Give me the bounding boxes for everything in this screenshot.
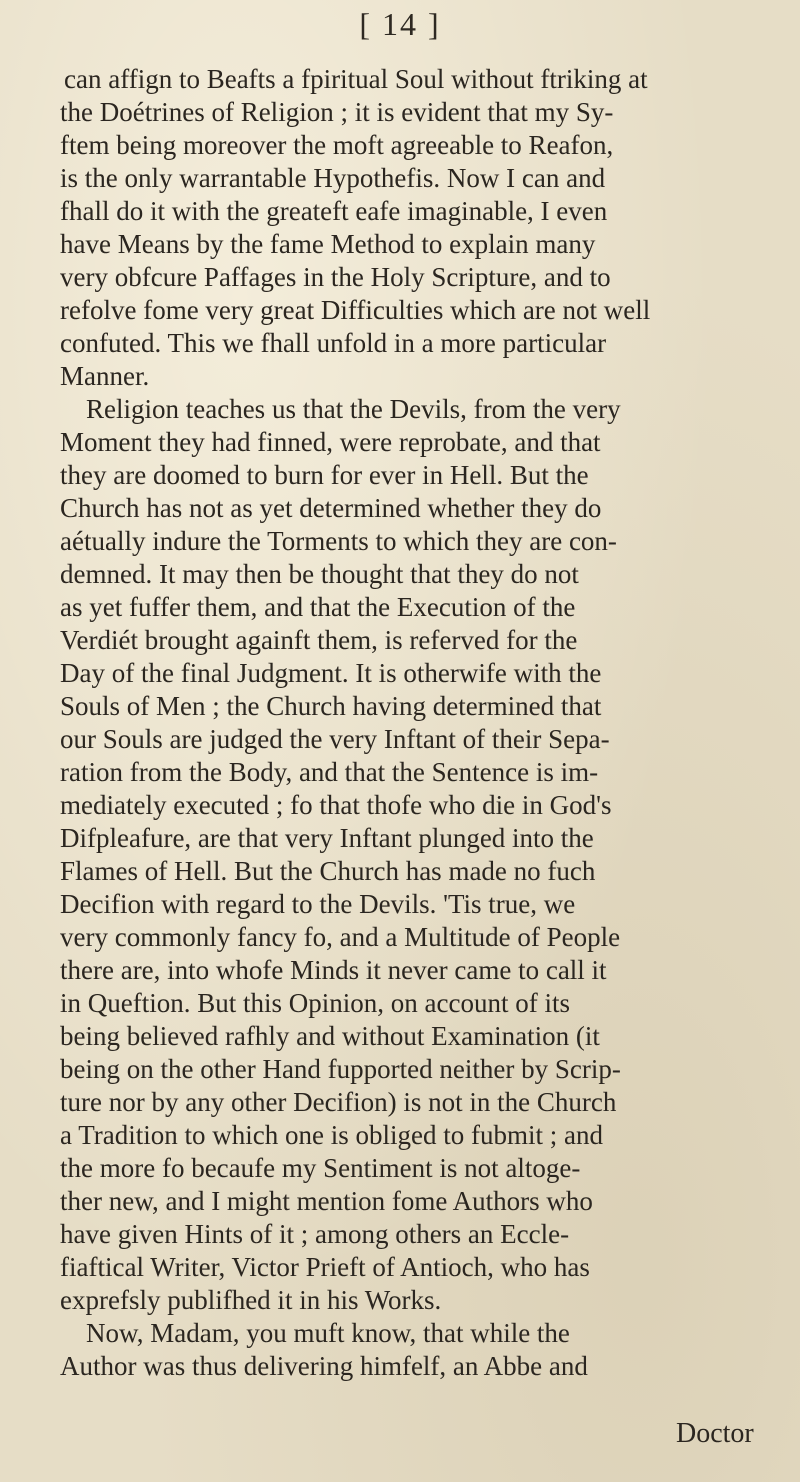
text-line: in Queftion. But this Opinion, on account of its [60, 988, 570, 1018]
text-line: Now, Madam, you muft know, that while the [86, 1318, 570, 1348]
text-line: our Souls are judged the very Inftant of their Sepa- [60, 724, 610, 754]
text-line: there are, into whofe Minds it never came to call it [60, 955, 607, 985]
text-line: Verdiét brought againft them, is referved for the [60, 625, 578, 655]
text-line: Difpleafure, are that very Inftant plunged into the [60, 823, 594, 853]
text-line: Church has not as yet determined whether they do [60, 493, 602, 523]
text-line: refolve fome very great Difficulties which are not well [60, 295, 651, 325]
text-line: ther new, and I might mention fome Authors who [60, 1186, 593, 1216]
text-line: fiaftical Writer, Victor Prieft of Antioch, who has [60, 1252, 590, 1282]
text-line: Flames of Hell. But the Church has made no fuch [60, 856, 596, 886]
text-line: Author was thus delivering himfelf, an Abbe and [60, 1351, 588, 1381]
text-line: ture nor by any other Decifion) is not in the Church [60, 1087, 617, 1117]
text-line: very commonly fancy fo, and a Multitude of People [60, 922, 621, 952]
text-line: Religion teaches us that the Devils, from the very [86, 394, 621, 424]
text-line: a Tradition to which one is obliged to fubmit ; and [60, 1120, 603, 1150]
text-line: very obfcure Paffages in the Holy Scripture, and to [60, 262, 611, 292]
text-line: Day of the final Judgment. It is otherwife with the [60, 658, 602, 688]
text-line: the more fo becaufe my Sentiment is not altoge- [60, 1153, 581, 1183]
text-line: confuted. This we fhall unfold in a more particular [60, 328, 607, 358]
catchword: Doctor [676, 1418, 754, 1449]
text-line: have Means by the fame Method to explain many [60, 229, 596, 259]
text-line: Souls of Men ; the Church having determined that [60, 691, 602, 721]
text-line: ration from the Body, and that the Sentence is im- [60, 757, 599, 787]
text-line: can affign to Beafts a fpiritual Soul without ftriking at [64, 64, 648, 94]
text-line: demned. It may then be thought that they do not [60, 559, 579, 589]
text-line: Moment they had finned, were reprobate, and that [60, 427, 601, 457]
text-line: as yet fuffer them, and that the Execution of the [60, 592, 576, 622]
text-line: the Doétrines of Religion ; it is evident that my Sy- [60, 97, 614, 127]
text-line: being believed rafhly and without Examination (it [60, 1021, 600, 1051]
text-line: is the only warrantable Hypothefis. Now I can and [60, 163, 606, 193]
text-line: being on the other Hand fupported neither by Scrip- [60, 1054, 621, 1084]
text-line: ftem being moreover the moft agreeable to Reafon, [60, 130, 614, 160]
text-line: aétually indure the Torments to which they are con- [60, 526, 617, 556]
text-line: they are doomed to burn for ever in Hell. But the [60, 460, 589, 490]
page-number: [ 14 ] [359, 6, 441, 42]
text-line: fhall do it with the greateft eafe imaginable, I even [60, 196, 608, 226]
text-line: Manner. [60, 361, 150, 391]
text-line: have given Hints of it ; among others an Eccle- [60, 1219, 570, 1249]
text-line: Decifion with regard to the Devils. 'Tis true, we [60, 889, 576, 919]
text-line: exprefsly publifhed it in his Works. [60, 1285, 442, 1315]
text-line: mediately executed ; fo that thofe who die in God's [60, 790, 612, 820]
